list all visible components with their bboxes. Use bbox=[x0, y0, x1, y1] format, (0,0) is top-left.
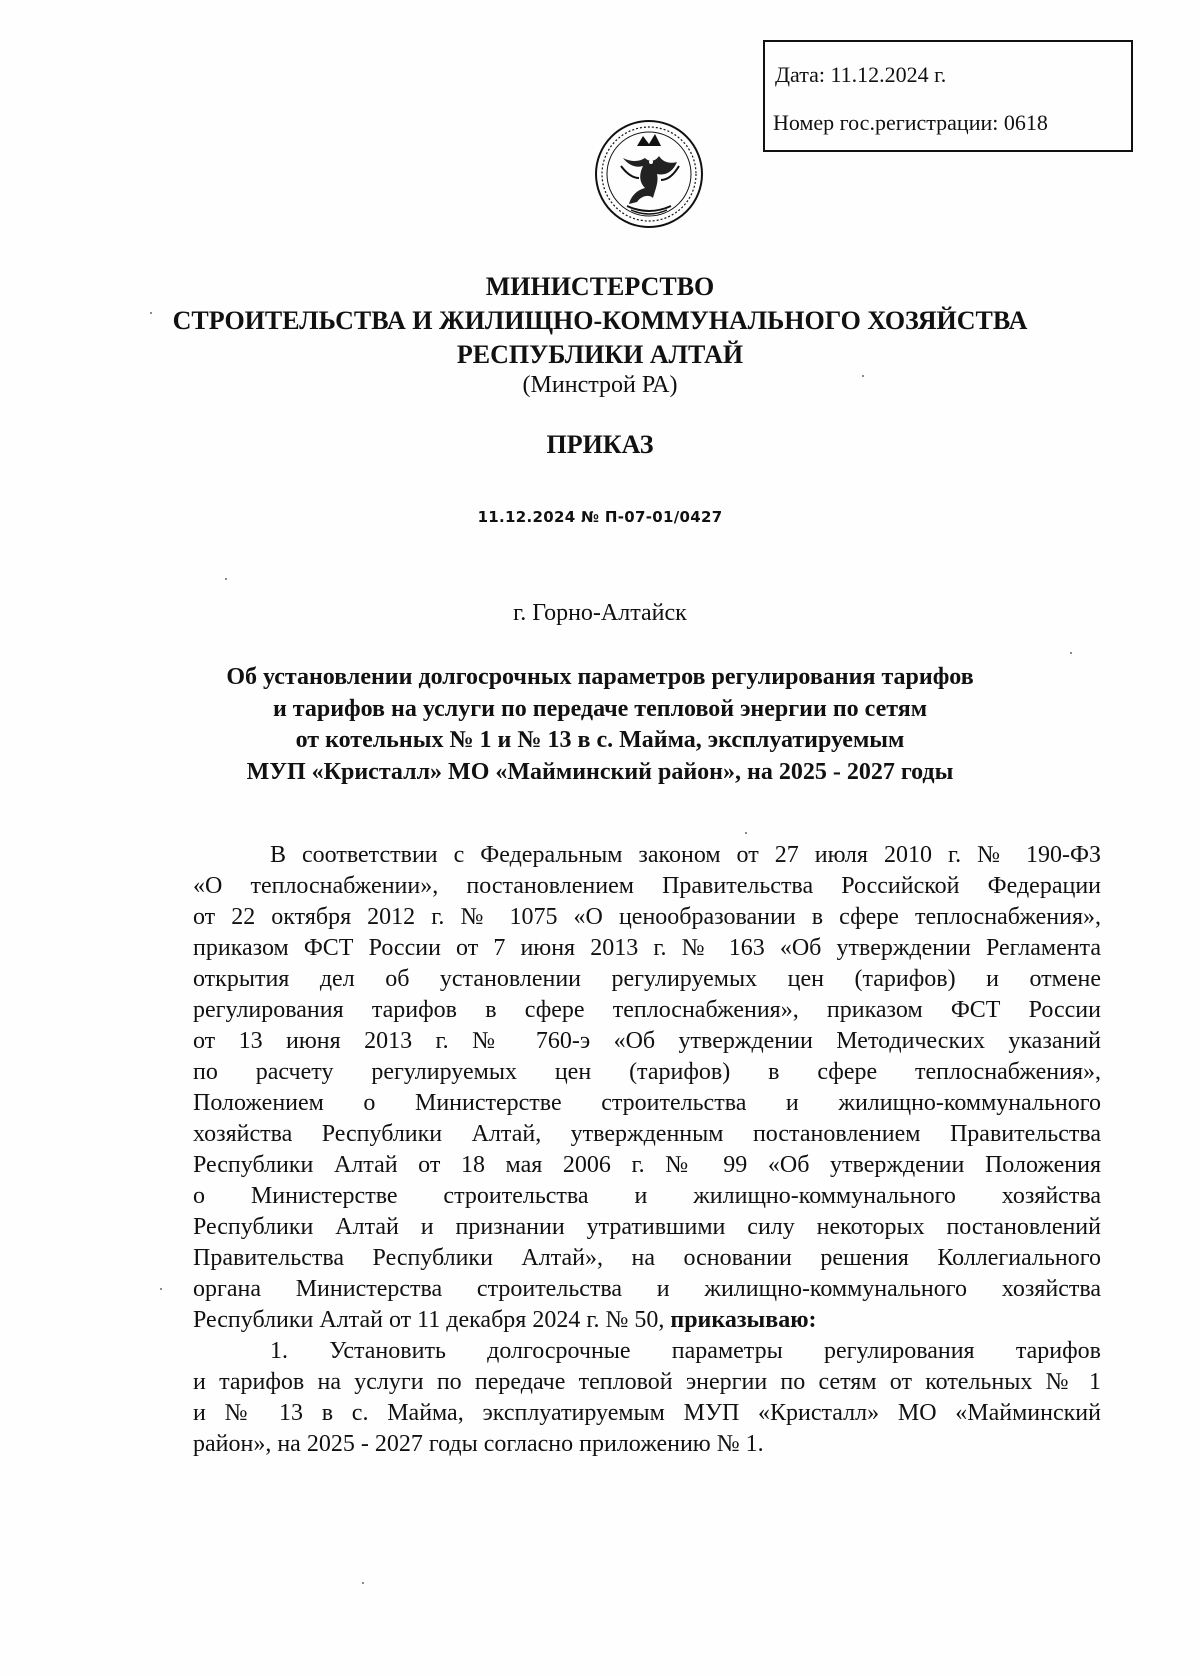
scan-speck bbox=[862, 375, 864, 377]
item-1-line: 1. Установить долгосрочные параметры регулирования тарифов bbox=[270, 1338, 1101, 1364]
preamble-line: органа Министерства строительства и жилищно-коммунального хозяйства bbox=[193, 1276, 1101, 1302]
order-word: приказываю: bbox=[670, 1307, 817, 1333]
scan-speck bbox=[1070, 652, 1072, 654]
preamble-line: Республики Алтай и признании утратившими силу некоторых постановлений bbox=[193, 1214, 1101, 1240]
preamble-line: В соответствии с Федеральным законом от 27 июля 2010 г. № 190-ФЗ bbox=[270, 842, 1101, 868]
preamble-line: хозяйства Республики Алтай, утвержденным постановлением Правительства bbox=[193, 1121, 1101, 1147]
ministry-abbreviation: (Минстрой РА) bbox=[522, 372, 678, 398]
item-1-line: район», на 2025 - 2027 годы согласно приложению № 1. bbox=[193, 1431, 764, 1457]
preamble-line: о Министерстве строительства и жилищно-коммунального хозяйства bbox=[193, 1183, 1101, 1209]
item-1-line: и тарифов на услуги по передаче тепловой энергии по сетям от котельных № 1 bbox=[193, 1369, 1101, 1395]
ministry-name-line-2: СТРОИТЕЛЬСТВА И ЖИЛИЩНО-КОММУНАЛЬНОГО ХОЗЯЙСТВА bbox=[172, 306, 1028, 335]
scan-speck bbox=[362, 1582, 364, 1584]
preamble-line: приказом ФСТ России от 7 июня 2013 г. № 163 «Об утверждении Регламента bbox=[193, 935, 1101, 961]
preamble-last-line bbox=[193, 1307, 1101, 1334]
stamp-date bbox=[775, 62, 946, 88]
preamble-line: от 22 октября 2012 г. № 1075 «О ценообразовании в сфере теплоснабжения», bbox=[193, 904, 1101, 930]
preamble-line: по расчету регулируемых цен (тарифов) в сфере теплоснабжения», bbox=[193, 1059, 1101, 1085]
subject-line: и тарифов на услуги по передаче тепловой энергии по сетям bbox=[272, 695, 928, 722]
subject-line: от котельных № 1 и № 13 в с. Майма, эксплуатируемым bbox=[295, 727, 905, 753]
preamble-line: Республики Алтай от 18 мая 2006 г. № 99 «Об утверждении Положения bbox=[193, 1152, 1101, 1178]
preamble-line: открытия дел об установлении регулируемых цен (тарифов) и отмене bbox=[193, 966, 1101, 992]
preamble-line: «О теплоснабжении», постановлением Правительства Российской Федерации bbox=[193, 873, 1101, 899]
preamble-line: регулирования тарифов в сфере теплоснабжения», приказом ФСТ России bbox=[193, 997, 1101, 1023]
document-subject bbox=[0, 662, 1200, 788]
document-type: ПРИКАЗ bbox=[546, 430, 654, 459]
stamp-date-label: Дата: bbox=[775, 62, 825, 87]
stamp-date-value: 11.12.2024 г. bbox=[830, 62, 947, 87]
scan-speck bbox=[160, 1288, 162, 1290]
scan-speck bbox=[150, 312, 152, 314]
registration-stamp bbox=[763, 40, 1133, 152]
stamp-reg-label: Номер гос.регистрации: bbox=[773, 110, 999, 135]
stamp-registration bbox=[773, 110, 1048, 136]
subject-line: Об установлении долгосрочных параметров регулирования тарифов bbox=[226, 664, 974, 690]
item-1-line: и № 13 в с. Майма, эксплуатируемым МУП «Кристалл» МО «Майминский bbox=[193, 1400, 1101, 1426]
preamble-last-text: Республики Алтай от 11 декабря 2024 г. № 50, bbox=[193, 1307, 665, 1333]
preamble-line: Положением о Министерстве строительства и жилищно-коммунального bbox=[193, 1090, 1101, 1116]
stamp-reg-value: 0618 bbox=[1003, 110, 1048, 135]
preamble-line: от 13 июня 2013 г. № 760-э «Об утверждении Методических указаний bbox=[193, 1028, 1101, 1054]
ministry-name-line-3: РЕСПУБЛИКИ АЛТАЙ bbox=[456, 340, 744, 369]
scan-speck bbox=[225, 578, 227, 580]
document-number: 11.12.2024 № П-07-01/0427 bbox=[477, 508, 723, 526]
coat-of-arms-icon bbox=[593, 118, 705, 230]
subject-line: МУП «Кристалл» МО «Майминский район», на 2025 - 2027 годы bbox=[246, 758, 954, 785]
document-city: г. Горно-Алтайск bbox=[513, 600, 687, 626]
preamble-line: Правительства Республики Алтай», на основании решения Коллегиального bbox=[193, 1245, 1101, 1271]
ministry-name-line-1: МИНИСТЕРСТВО bbox=[485, 272, 715, 301]
scan-speck bbox=[745, 832, 747, 834]
